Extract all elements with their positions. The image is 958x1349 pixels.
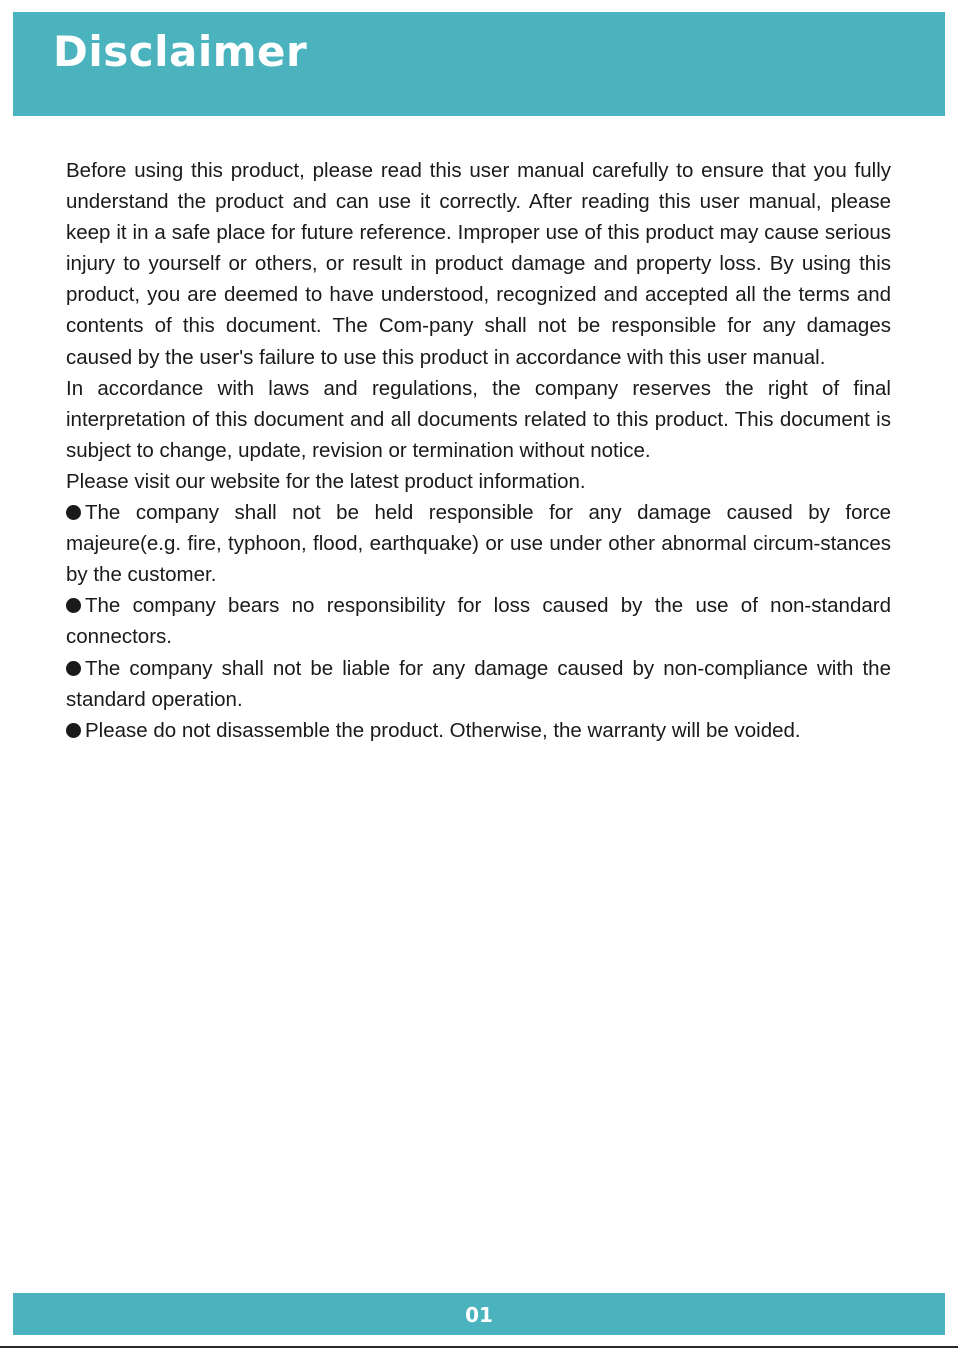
bullet-text: Please do not disassemble the product. Otherwise, the warranty will be voided. [85, 718, 801, 742]
page-title: Disclaimer [53, 27, 308, 76]
intro-paragraph: Before using this product, please read this user manual carefully to ensure that you fully understand the product and can use it correctly. After reading this user manual, please keep it in a safe place for future reference. Improper use of this product may cause serious injury to yourself or others, or result in product damage and property loss. By using this product, you are deemed to have understood, recognized and accepted all the terms and contents of this document. The Com-pany shall not be responsible for any damages caused by the user's failure to use this product in accordance with this user manual. [66, 159, 891, 369]
bottom-divider [0, 1346, 958, 1348]
website-paragraph: Please visit our website for the latest product information. [66, 469, 586, 493]
bullet-text: The company bears no responsibility for loss caused by the use of non-standard connectors. [66, 594, 891, 649]
document-body [66, 155, 891, 746]
bullet-item-operation [66, 653, 891, 715]
filled-circle-icon [66, 598, 81, 613]
interpretation-paragraph: In accordance with laws and regulations, the company reserves the right of final interpretation of this document and all documents related to this product. This document is subject to change, update, revision or termination without notice. [66, 376, 891, 462]
bullet-text: The company shall not be held responsible for any damage caused by force majeure(e.g. fire, typhoon, flood, earthquake) or use under other abnormal circum-stances by the customer. [66, 501, 891, 587]
bullet-item-connectors [66, 590, 891, 652]
footer-band [13, 1293, 945, 1335]
filled-circle-icon [66, 661, 81, 676]
filled-circle-icon [66, 723, 81, 738]
page-number: 01 [465, 1303, 493, 1327]
bullet-item-disassemble [66, 715, 891, 746]
filled-circle-icon [66, 505, 81, 520]
bullet-item-force-majeure [66, 497, 891, 590]
bullet-text: The company shall not be liable for any damage caused by non-compliance with the standard operation. [66, 656, 891, 711]
